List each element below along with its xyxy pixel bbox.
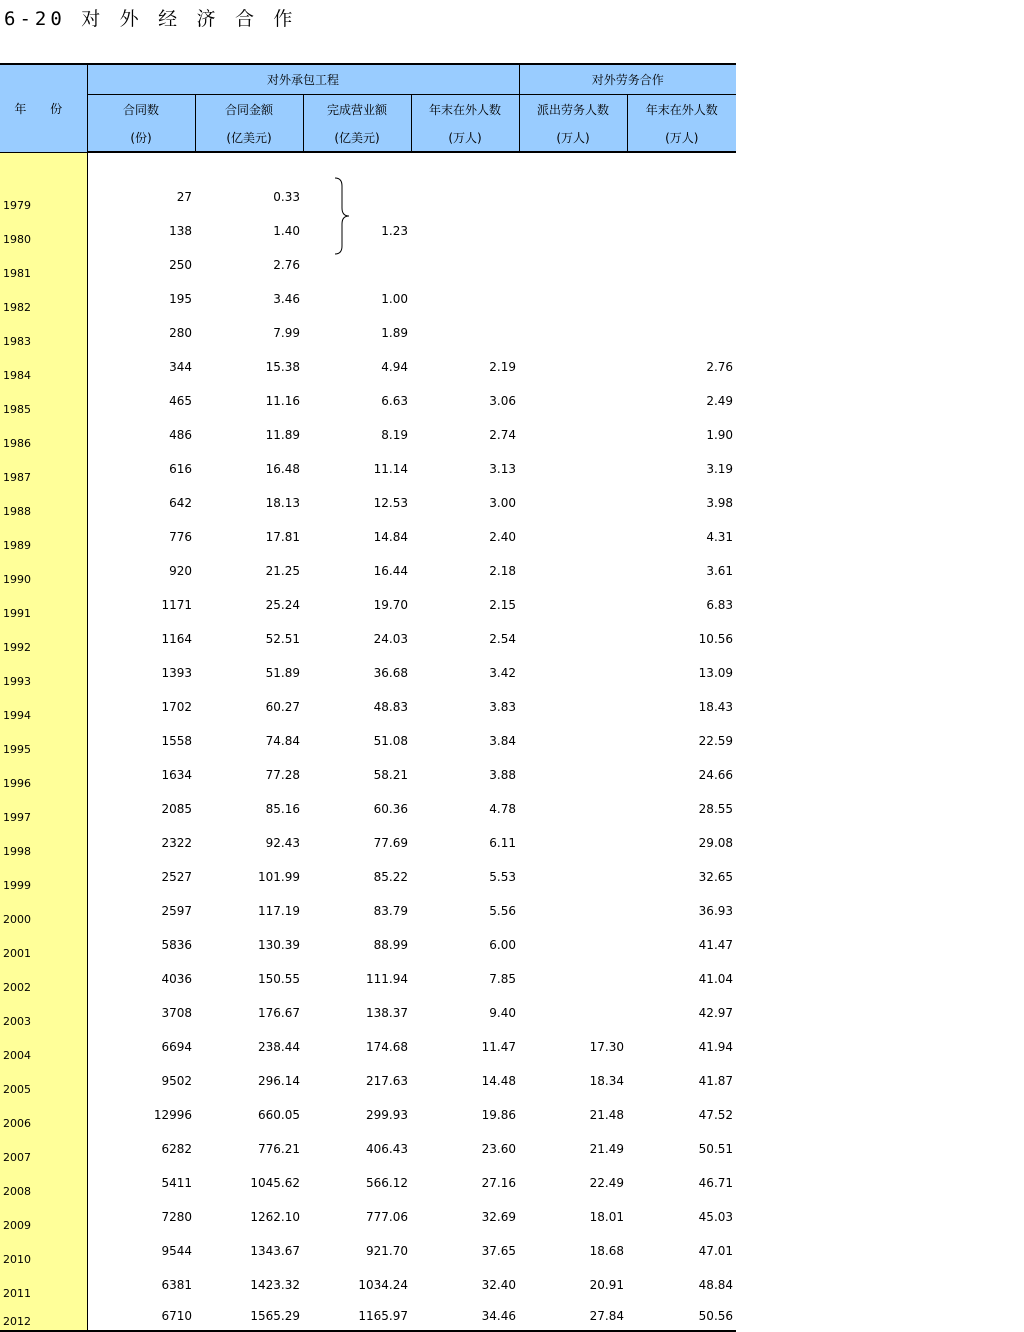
value-cell: 921.70: [366, 1243, 408, 1258]
value-cell: 12.53: [373, 495, 408, 510]
value-cell: 2597: [161, 903, 192, 918]
value-cell: 51.89: [265, 665, 300, 680]
value-cell: 16.44: [373, 563, 408, 578]
year-cell: 1992: [0, 622, 87, 656]
value-cell: [519, 452, 627, 486]
value-cell: 296.14: [258, 1073, 300, 1088]
value-cell: 18.13: [265, 495, 300, 510]
value-cell: 60.27: [265, 699, 300, 714]
value-cell: 4.94: [381, 359, 408, 374]
value-cell: 24.03: [373, 631, 408, 646]
value-cell: [411, 180, 519, 214]
value-cell: 25.24: [265, 597, 300, 612]
value-cell: [519, 690, 627, 724]
value-cell: 13.09: [698, 665, 734, 680]
value-cell: 6710: [87, 1302, 195, 1331]
value-cell: [411, 248, 519, 282]
year-cell: 1993: [0, 656, 87, 690]
year-cell: 1984: [0, 350, 87, 384]
value-cell: 3.46: [273, 291, 300, 306]
value-cell: [519, 962, 627, 996]
value-cell: 27: [176, 189, 192, 204]
table-row: [0, 656, 736, 690]
value-cell: 52.51: [265, 631, 300, 646]
value-cell: 18.43: [698, 699, 734, 714]
value-cell: 16.48: [265, 461, 300, 476]
value-cell: 6.00: [489, 937, 517, 952]
value-cell: 11.14: [373, 461, 408, 476]
year-cell: 1998: [0, 826, 87, 860]
value-cell: 24.66: [698, 767, 734, 782]
value-cell: [627, 214, 736, 248]
value-cell: 3.19: [706, 461, 734, 476]
year-cell: 1979: [0, 180, 87, 214]
value-cell: [519, 588, 627, 622]
value-cell: [519, 860, 627, 894]
year-cell: 1990: [0, 554, 87, 588]
value-cell: 138.37: [366, 1005, 408, 1020]
year-cell: 1994: [0, 690, 87, 724]
value-cell: 4.31: [706, 529, 734, 544]
value-cell: 32.69: [481, 1209, 517, 1224]
table-row: [0, 180, 736, 214]
year-cell: 2003: [0, 996, 87, 1030]
table-body: [0, 152, 736, 1331]
value-cell: 465: [169, 393, 192, 408]
value-cell: 0.33: [273, 189, 300, 204]
table-row: [0, 622, 736, 656]
value-cell: 2.76: [273, 257, 300, 272]
value-cell: 1.23: [381, 223, 408, 238]
value-cell: 85.16: [265, 801, 300, 816]
value-cell: 47.52: [698, 1107, 734, 1122]
value-cell: 1.40: [273, 223, 300, 238]
value-cell: 6694: [161, 1039, 192, 1054]
value-cell: 9.40: [489, 1005, 517, 1020]
value-cell: 6.63: [381, 393, 408, 408]
value-cell: [627, 316, 736, 350]
value-cell: 85.22: [373, 869, 408, 884]
col-header-unit: (万人): [411, 123, 519, 152]
value-cell: 3.83: [489, 699, 517, 714]
year-cell: 1987: [0, 452, 87, 486]
year-cell: 1996: [0, 758, 87, 792]
value-cell: 1702: [161, 699, 192, 714]
value-cell: 776: [169, 529, 192, 544]
value-cell: 19.86: [481, 1107, 517, 1122]
value-cell: [519, 316, 627, 350]
value-cell: 51.08: [373, 733, 408, 748]
value-cell: 77.69: [373, 835, 408, 850]
value-cell: [519, 282, 627, 316]
year-cell: 2007: [0, 1132, 87, 1166]
value-cell: 101.99: [258, 869, 300, 884]
table-row: [0, 690, 736, 724]
value-cell: [627, 282, 736, 316]
table-row: [0, 758, 736, 792]
value-cell: 2.74: [489, 427, 517, 442]
value-cell: 1.90: [706, 427, 734, 442]
value-cell: [519, 248, 627, 282]
value-cell: 150.55: [258, 971, 300, 986]
year-cell: 1989: [0, 520, 87, 554]
value-cell: 22.49: [589, 1175, 625, 1190]
value-cell: 50.51: [698, 1141, 734, 1156]
value-cell: 2.49: [706, 393, 734, 408]
year-cell: 2011: [0, 1268, 87, 1302]
value-cell: 21.48: [589, 1107, 625, 1122]
year-cell: 1981: [0, 248, 87, 282]
value-cell: 27.84: [519, 1302, 627, 1331]
value-cell: 34.46: [411, 1302, 519, 1331]
year-cell: 2009: [0, 1200, 87, 1234]
value-cell: 776.21: [258, 1141, 300, 1156]
value-cell: [519, 826, 627, 860]
table-row: [0, 1132, 736, 1166]
value-cell: 17.30: [589, 1039, 625, 1054]
value-cell: 111.94: [366, 971, 408, 986]
year-cell: 2000: [0, 894, 87, 928]
col-header-name: 年末在外人数: [411, 95, 519, 124]
table-row: [0, 1200, 736, 1234]
value-cell: [519, 894, 627, 928]
contract-group-header: 对外承包工程: [87, 64, 519, 95]
table-row: [0, 962, 736, 996]
year-cell: 2001: [0, 928, 87, 962]
value-cell: 3.00: [489, 495, 517, 510]
value-cell: 566.12: [366, 1175, 408, 1190]
value-cell: 46.71: [698, 1175, 734, 1190]
value-cell: 41.47: [698, 937, 734, 952]
col-header-name: 派出劳务人数: [519, 95, 627, 124]
col-header-unit: (亿美元): [195, 123, 303, 152]
value-cell: 6.11: [489, 835, 517, 850]
value-cell: 18.34: [589, 1073, 625, 1088]
value-cell: [303, 180, 411, 214]
value-cell: 2527: [161, 869, 192, 884]
col-header-name: 年末在外人数: [627, 95, 736, 124]
table-row: [0, 214, 736, 248]
table-row: [0, 996, 736, 1030]
value-cell: 1565.29: [195, 1302, 303, 1331]
value-cell: [519, 384, 627, 418]
year-cell: 1986: [0, 418, 87, 452]
value-cell: 14.84: [373, 529, 408, 544]
value-cell: 14.48: [481, 1073, 517, 1088]
col-header-name: 合同数: [87, 95, 195, 124]
value-cell: [627, 180, 736, 214]
year-cell: 1991: [0, 588, 87, 622]
value-cell: 176.67: [258, 1005, 300, 1020]
page-title: 6-20 对 外 经 济 合 作: [4, 8, 297, 30]
value-cell: 250: [169, 257, 192, 272]
data-table-container: [0, 63, 736, 1332]
labor-group-header: 对外劳务合作: [519, 64, 736, 95]
value-cell: 2.15: [489, 597, 517, 612]
table-row: [0, 520, 736, 554]
value-cell: 117.19: [258, 903, 300, 918]
value-cell: 2322: [161, 835, 192, 850]
year-cell: 1999: [0, 860, 87, 894]
value-cell: 8.19: [381, 427, 408, 442]
table-row: [0, 792, 736, 826]
table-row: [0, 928, 736, 962]
value-cell: 88.99: [373, 937, 408, 952]
value-cell: 130.39: [258, 937, 300, 952]
value-cell: 41.87: [698, 1073, 734, 1088]
value-cell: [519, 554, 627, 588]
value-cell: 60.36: [373, 801, 408, 816]
table-row: [0, 1064, 736, 1098]
value-cell: 7.85: [489, 971, 517, 986]
value-cell: 83.79: [373, 903, 408, 918]
table-row: [0, 282, 736, 316]
value-cell: 22.59: [698, 733, 734, 748]
value-cell: 2.76: [706, 359, 734, 374]
value-cell: 11.47: [481, 1039, 517, 1054]
table-row: [0, 826, 736, 860]
table-row: [0, 1234, 736, 1268]
value-cell: [519, 928, 627, 962]
year-cell: 2004: [0, 1030, 87, 1064]
year-cell: 1997: [0, 792, 87, 826]
value-cell: 2085: [161, 801, 192, 816]
year-cell: 1988: [0, 486, 87, 520]
table-row: [0, 316, 736, 350]
value-cell: [519, 214, 627, 248]
table-row: [0, 1302, 736, 1331]
table-row: [0, 554, 736, 588]
value-cell: 9544: [161, 1243, 192, 1258]
value-cell: 23.60: [481, 1141, 517, 1156]
value-cell: 3.06: [489, 393, 517, 408]
table-row: [0, 350, 736, 384]
year-cell: [0, 152, 87, 180]
value-cell: 6282: [161, 1141, 192, 1156]
col-header-unit: (亿美元): [303, 123, 411, 152]
year-cell: 2010: [0, 1234, 87, 1268]
value-cell: 29.08: [698, 835, 734, 850]
value-cell: 10.56: [698, 631, 734, 646]
value-cell: 48.84: [698, 1277, 734, 1292]
value-cell: 12996: [153, 1107, 192, 1122]
value-cell: 11.89: [265, 427, 300, 442]
year-cell: 1982: [0, 282, 87, 316]
value-cell: [519, 656, 627, 690]
value-cell: 92.43: [265, 835, 300, 850]
table-row: [0, 452, 736, 486]
value-cell: [519, 792, 627, 826]
value-cell: 6381: [161, 1277, 192, 1292]
value-cell: 1165.97: [303, 1302, 411, 1331]
value-cell: 2.19: [489, 359, 517, 374]
value-cell: [519, 180, 627, 214]
value-cell: [411, 214, 519, 248]
value-cell: 1262.10: [250, 1209, 300, 1224]
value-cell: 41.94: [698, 1039, 734, 1054]
value-cell: 920: [169, 563, 192, 578]
value-cell: 41.04: [698, 971, 734, 986]
value-cell: 406.43: [366, 1141, 408, 1156]
spacer-row: [0, 152, 736, 180]
value-cell: 299.93: [366, 1107, 408, 1122]
value-cell: 1423.32: [250, 1277, 300, 1292]
value-cell: 1034.24: [358, 1277, 408, 1292]
value-cell: [519, 996, 627, 1030]
value-cell: [411, 282, 519, 316]
foreign-economic-cooperation-table: [0, 63, 736, 1332]
table-row: [0, 724, 736, 758]
value-cell: 195: [169, 291, 192, 306]
value-cell: 50.56: [627, 1302, 736, 1331]
value-cell: 37.65: [481, 1243, 517, 1258]
year-cell: 1980: [0, 214, 87, 248]
value-cell: [519, 350, 627, 384]
value-cell: 344: [169, 359, 192, 374]
year-cell: 1985: [0, 384, 87, 418]
value-cell: 32.40: [481, 1277, 517, 1292]
value-cell: 15.38: [265, 359, 300, 374]
year-cell: 2005: [0, 1064, 87, 1098]
value-cell: 27.16: [481, 1175, 517, 1190]
value-cell: 58.21: [373, 767, 408, 782]
value-cell: [411, 316, 519, 350]
value-cell: 36.68: [373, 665, 408, 680]
value-cell: 3.84: [489, 733, 517, 748]
value-cell: 6.83: [706, 597, 734, 612]
value-cell: 174.68: [366, 1039, 408, 1054]
year-cell: 2008: [0, 1166, 87, 1200]
value-cell: 45.03: [698, 1209, 734, 1224]
value-cell: 20.91: [589, 1277, 625, 1292]
value-cell: 238.44: [258, 1039, 300, 1054]
value-cell: [303, 248, 411, 282]
table-row: [0, 588, 736, 622]
value-cell: 5411: [161, 1175, 192, 1190]
value-cell: 18.01: [589, 1209, 625, 1224]
value-cell: [519, 724, 627, 758]
value-cell: 18.68: [589, 1243, 625, 1258]
value-cell: 3.42: [489, 665, 517, 680]
value-cell: 777.06: [366, 1209, 408, 1224]
value-cell: [519, 520, 627, 554]
value-cell: 660.05: [258, 1107, 300, 1122]
value-cell: [627, 248, 736, 282]
value-cell: 48.83: [373, 699, 408, 714]
value-cell: 21.25: [265, 563, 300, 578]
value-cell: 32.65: [698, 869, 734, 884]
col-header-name: 完成营业额: [303, 95, 411, 124]
value-cell: 28.55: [698, 801, 734, 816]
value-cell: 3.13: [489, 461, 517, 476]
value-cell: 1634: [161, 767, 192, 782]
table-row: [0, 1030, 736, 1064]
value-cell: [519, 418, 627, 452]
value-cell: 1171: [161, 597, 192, 612]
value-cell: 5836: [161, 937, 192, 952]
value-cell: 4.78: [489, 801, 517, 816]
value-cell: 642: [169, 495, 192, 510]
year-cell: 1995: [0, 724, 87, 758]
value-cell: 486: [169, 427, 192, 442]
table-row: [0, 1098, 736, 1132]
year-header: 年 份: [0, 64, 87, 152]
year-cell: 2012: [0, 1302, 87, 1331]
value-cell: 2.54: [489, 631, 517, 646]
table-row: [0, 248, 736, 282]
year-cell: 2002: [0, 962, 87, 996]
value-cell: 5.53: [489, 869, 517, 884]
value-cell: 1343.67: [250, 1243, 300, 1258]
value-cell: 2.40: [489, 529, 517, 544]
value-cell: 1164: [161, 631, 192, 646]
value-cell: 3708: [161, 1005, 192, 1020]
value-cell: 21.49: [589, 1141, 625, 1156]
value-cell: [519, 622, 627, 656]
value-cell: 7.99: [273, 325, 300, 340]
value-cell: 2.18: [489, 563, 517, 578]
value-cell: 9502: [161, 1073, 192, 1088]
value-cell: 3.88: [489, 767, 517, 782]
table-row: [0, 486, 736, 520]
value-cell: 1045.62: [250, 1175, 300, 1190]
table-row: [0, 418, 736, 452]
col-header-unit: (份): [87, 123, 195, 152]
year-cell: 1983: [0, 316, 87, 350]
value-cell: 74.84: [265, 733, 300, 748]
table-row: [0, 1268, 736, 1302]
table-row: [0, 384, 736, 418]
value-cell: 4036: [161, 971, 192, 986]
value-cell: [519, 758, 627, 792]
table-row: [0, 860, 736, 894]
value-cell: 1.89: [381, 325, 408, 340]
value-cell: 616: [169, 461, 192, 476]
value-cell: 19.70: [373, 597, 408, 612]
col-header-unit: (万人): [519, 123, 627, 152]
value-cell: 47.01: [698, 1243, 734, 1258]
table-row: [0, 1166, 736, 1200]
value-cell: 42.97: [698, 1005, 734, 1020]
value-cell: 280: [169, 325, 192, 340]
value-cell: 3.98: [706, 495, 734, 510]
value-cell: 77.28: [265, 767, 300, 782]
value-cell: 138: [169, 223, 192, 238]
merged-range-brace-icon: [333, 176, 355, 256]
value-cell: 217.63: [366, 1073, 408, 1088]
value-cell: 1558: [161, 733, 192, 748]
value-cell: 1393: [161, 665, 192, 680]
table-row: [0, 894, 736, 928]
value-cell: 11.16: [265, 393, 300, 408]
value-cell: 5.56: [489, 903, 517, 918]
value-cell: 17.81: [265, 529, 300, 544]
col-header-unit: (万人): [627, 123, 736, 152]
col-header-name: 合同金额: [195, 95, 303, 124]
value-cell: 3.61: [706, 563, 734, 578]
value-cell: [519, 486, 627, 520]
value-cell: 7280: [161, 1209, 192, 1224]
value-cell: 36.93: [698, 903, 734, 918]
value-cell: 1.00: [381, 291, 408, 306]
year-cell: 2006: [0, 1098, 87, 1132]
